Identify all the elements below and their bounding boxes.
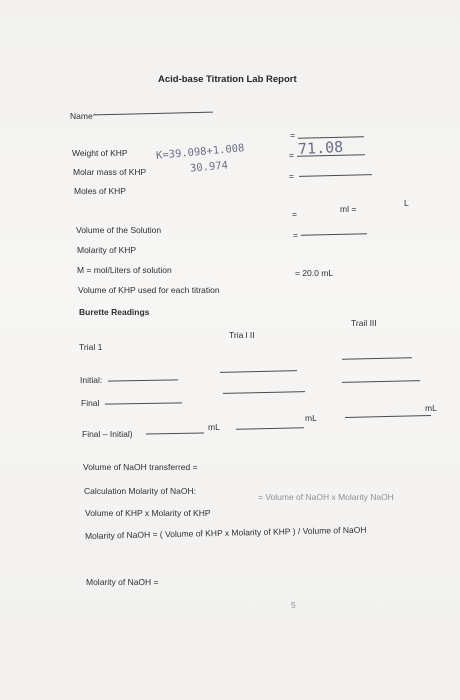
- trial-3-difference-field[interactable]: [345, 415, 431, 418]
- trial-3-initial-field[interactable]: [342, 380, 420, 383]
- page-number: 5: [291, 600, 296, 610]
- trial-3-ml-unit: mL: [425, 403, 437, 413]
- molarity-khp-field[interactable]: [301, 233, 367, 235]
- trial-1-difference-field[interactable]: [146, 432, 204, 434]
- trial-2-header: Tria l II: [229, 330, 255, 340]
- volume-solution-ml-equals: ml =: [340, 204, 357, 214]
- burette-readings-heading: Burette Readings: [79, 307, 150, 317]
- moles-khp-equals: =: [289, 171, 294, 181]
- molar-mass-khp-label: Molar mass of KHP: [73, 167, 147, 177]
- trial-2-initial-field[interactable]: [220, 370, 297, 373]
- volume-khp-value: = 20.0 mL: [295, 268, 334, 278]
- name-field[interactable]: [93, 112, 213, 116]
- molar-mass-equals: =: [289, 150, 294, 160]
- handwritten-calc-line2: 30.974: [189, 159, 229, 175]
- trial-3-header: Trail III: [351, 318, 377, 328]
- volume-solution-label: Volume of the Solution: [76, 225, 162, 235]
- final-minus-initial-label: Final – Initial): [82, 429, 133, 439]
- molarity-naoh-result-label: Molarity of NaOH =: [86, 577, 159, 587]
- report-title: Acid-base Titration Lab Report: [158, 74, 297, 85]
- volume-solution-equals: =: [292, 209, 297, 219]
- molar-mass-handwritten-value: 71.08: [297, 137, 344, 159]
- trial-3-header-line[interactable]: [342, 357, 412, 360]
- volume-khp-label: Volume of KHP used for each titration: [78, 285, 220, 295]
- molarity-khp-label: Molarity of KHP: [77, 245, 137, 255]
- trial-2-difference-field[interactable]: [236, 427, 304, 430]
- trial-2-ml-unit: mL: [305, 413, 317, 423]
- volume-naoh-transferred: Volume of NaOH transferred =: [83, 462, 198, 472]
- weight-khp-label: Weight of KHP: [72, 148, 128, 158]
- initial-label: Initial:: [80, 375, 103, 385]
- handwritten-calc-line1: K=39.098+1.008: [155, 142, 245, 162]
- trial-1-label: Trial 1: [79, 342, 103, 352]
- molarity-formula: M = mol/Liters of solution: [77, 265, 172, 275]
- volume-solution-unit-l: L: [404, 198, 409, 208]
- trial-1-final-field[interactable]: [105, 402, 182, 404]
- molarity-naoh-equation: Molarity of NaOH = ( Volume of KHP x Molarity of KHP ) / Volume of NaOH: [84, 524, 367, 541]
- trial-2-final-field[interactable]: [223, 391, 305, 394]
- weight-khp-equals: =: [290, 130, 295, 140]
- trial-1-ml-unit: mL: [208, 422, 220, 432]
- molarity-khp-equals: =: [293, 230, 298, 240]
- trial-1-initial-field[interactable]: [108, 379, 178, 381]
- name-label: Name: [70, 111, 93, 121]
- equation-khp-side: Volume of KHP x Molarity of KHP: [85, 508, 211, 518]
- moles-khp-label: Moles of KHP: [74, 186, 126, 196]
- final-label: Final: [81, 398, 100, 408]
- calculation-molarity-naoh-heading: Calculation Molarity of NaOH:: [84, 486, 196, 496]
- moles-khp-field[interactable]: [299, 174, 372, 177]
- equation-naoh-side: = Volume of NaOH x Molarity NaOH: [258, 492, 394, 502]
